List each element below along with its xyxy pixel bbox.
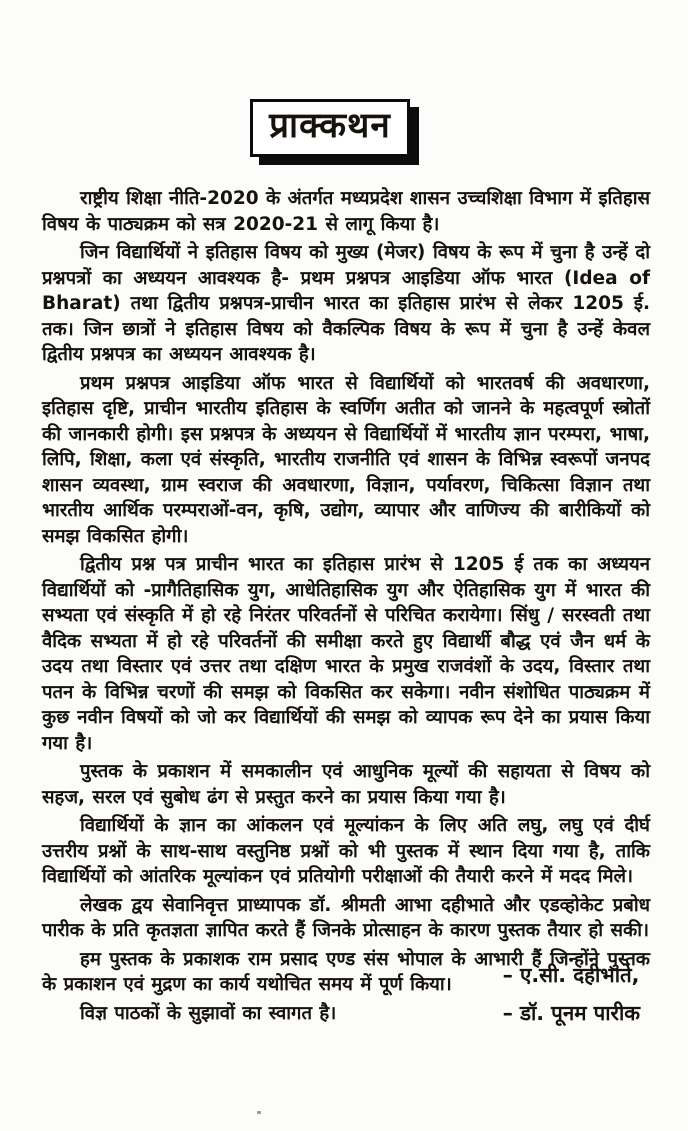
paragraph: प्रथम प्रश्नपत्र आइडिया ऑफ भारत से विद्यार्थियों को भारतवर्ष की अवधारणा, इतिहास दृष्टि, प्राचीन भारतीय इतिहास के स्वर्णिग अतीत को जानने के महत्वपूर्ण स्त्रोतों की जानकारी होगी। इस प्रश्नपत्र के अध्ययन से विद्यार्थियों में भारतीय ज्ञान परम्परा, भाषा, लिपि, शिक्षा, कला एवं संस्कृति, भारतीय राजनीति एवं शासन के विभिन्न स्वरूपों जनपद शासन व्यवस्था, ग्राम स्वराज की अवधारणा, विज्ञान, पर्यावरण, चिकित्सा विज्ञान तथा भारतीय आर्थिक परम्पराओं-वन, कृषि, उद्योग, व्यापार और वाणिज्य की बारीकियों को समझ विकसित होगी। [42,372,650,547]
preface-body [42,186,650,1026]
signature-author-1: – ए.सी. दहीभाते, [502,963,640,987]
author-signatures [503,962,640,1038]
paragraph: हम पुस्तक के प्रकाशक राम प्रसाद एण्ड संस भोपाल के आभारी हैं जिन्होंने पुस्तक के प्रकाशन एवं मुद्रण का कार्य यथोचित समय में पूर्ण किया। [42,948,650,996]
page-title: प्राक्कथन [269,106,391,146]
title-wrap [0,0,688,157]
paragraph: विद्यार्थियों के ज्ञान का आंकलन एवं मूल्यांकन के लिए अति लघु, लघु एवं दीर्घ उत्तरीय प्रश्नों के साथ-साथ वस्तुनिष्ठ प्रश्नों को भी पुस्तक में स्थान दिया गया है, ताकि विद्यार्थियों को आंतरिक मूल्यांकन एवं प्रतियोगी परीक्षाओं की तैयारी करने में मदद मिले। [42,815,650,888]
paragraph: जिन विद्यार्थियों ने इतिहास विषय को मुख्य (मेजर) विषय के रूप में चुना है उन्हें दो प्रश्नपत्रों का अध्ययन आवश्यक है- प्रथम प्रश्नपत्र आइडिया ऑफ भारत (Idea of Bharat) तथा द्वितीय प्रश्नपत्र-प्राचीन भारत का इतिहास प्रारंभ से लेकर 1205 ई. तक। जिन छात्रों ने इतिहास विषय को वैकल्पिक विषय के रूप में चुना है उन्हें केवल द्वितीय प्रश्नपत्र का अध्ययन आवश्यक है। [42,242,650,366]
paragraph: विज्ञ पाठकों के सुझावों का स्वागत है। [80,1002,337,1024]
paragraph: पुस्तक के प्रकाशन में समकालीन एवं आधुनिक मूल्यों की सहायता से विषय को सहज, सरल एवं सुबोध ढंग से प्रस्तुत करने का प्रयास किया गया है। [42,761,650,808]
paragraph: द्वितीय प्रश्न पत्र प्राचीन भारत का इतिहास प्रारंभ से 1205 ई तक का अध्ययन विद्यार्थियों को -प्रागैतिहासिक युग, आधेतिहासिक युग और ऐतिहासिक युग में भारत की सभ्यता एवं संस्कृति में हो रहे निरंतर परिवर्तनों से परिचित करायेगा। सिंधु / सरस्वती तथा वैदिक सभ्यता में हो रहे परिवर्तनों की समीक्षा करते हुए विद्यार्थी बौद्ध एवं जैन धर्म के उदय तथा विस्तार एवं उत्तर तथा दक्षिण भारत के प्रमुख राजवंशों के उदय, विस्तार तथा पतन के विभिन्न चरणों की समझ को विकसित कर सकेगा। नवीन संशोधित पाठ्यक्रम में कुछ नवीन विषयों को जो कर विद्यार्थियों की समझ को व्यापक रूप देने का प्रयास किया गया है। [42,554,650,754]
signature-author-2: – डॉ. पूनम पारीक [502,1001,640,1025]
preface-title-box [250,99,410,157]
scan-speck [257,1111,261,1114]
paragraph: राष्ट्रीय शिक्षा नीति-2020 के अंतर्गत मध्यप्रदेश शासन उच्चशिक्षा विभाग में इतिहास विषय के पाठ्यक्रम को सत्र 2020-21 से लागू किया है। [42,188,650,235]
paragraph: लेखक द्वय सेवानिवृत्त प्राध्यापक डॉ. श्रीमती आभा दहीभाते और एडव्होकेट प्रबोध पारीक के प्रति कृतज्ञता ज्ञापित करते हैं जिनके प्रोत्साहन के कारण पुस्तक तैयार हो सकी। [42,894,650,942]
